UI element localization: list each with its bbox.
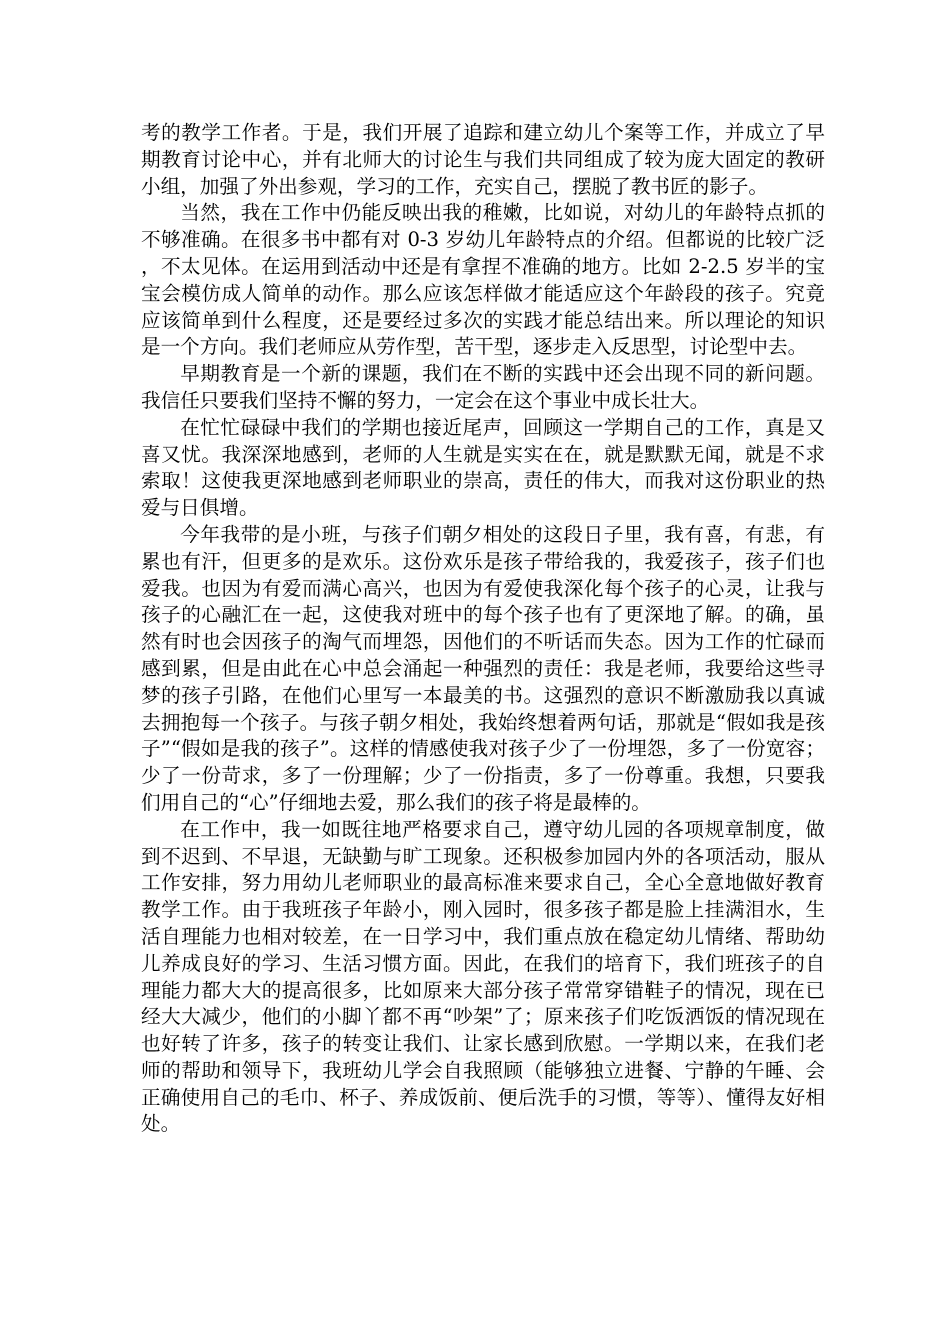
paragraph-5: 今年我带的是小班，与孩子们朝夕相处的这段日子里，我有喜，有悲，有累也有汗，但更多的是欢乐。这份欢乐是孩子带给我的，我爱孩子，孩子们也爱我。也因为有爱而满心高兴，也因为有爱使我深化每个孩子的心灵，让我与孩子的心融汇在一起，这使我对班中的每个孩子也有了更深地了解。的确，虽然有时也会因孩子的淘气而埋怨，因他们的不听话而失态。因为工作的忙碌而感到累，但是由此在心中总会涌起一种强烈的责任：我是老师，我要给这些寻梦的孩子引路，在他们心里写一本最美的书。这强烈的意识不断激励我以真诚去拥抱每一个孩子。与孩子朝夕相处，我始终想着两句话，那就是“假如我是孩子”“假如是我的孩子”。这样的情感使我对孩子少了一份埋怨，多了一份宽容；少了一份苛求，多了一份理解；少了一份指责，多了一份尊重。我想，只要我们用自己的“心”仔细地去爱，那么我们的孩子将是最棒的。 [141, 522, 825, 814]
paragraph-3: 早期教育是一个新的课题，我们在不断的实践中还会出现不同的新问题。我信任只要我们坚持不懈的努力，一定会在这个事业中成长壮大。 [141, 362, 825, 412]
paragraph-2: 当然，我在工作中仍能反映出我的稚嫩，比如说，对幼儿的年龄特点抓的不够准确。在很多书中都有对 0-3 岁幼儿年龄特点的介绍。但都说的比较广泛，不太见体。在运用到活动中还是有拿捏不准确的地方。比如 2-2.5 岁半的宝宝会模仿成人简单的动作。那么应该怎样做才能适应这个年龄段的孩子。究竟应该简单到什么程度，还是要经过多次的实践才能总结出来。所以理论的知识是一个方向。我们老师应从劳作型，苦干型，逐步走入反思型，讨论型中去。 [141, 201, 825, 359]
paragraph-6: 在工作中，我一如既往地严格要求自己，遵守幼儿园的各项规章制度，做到不迟到、不早退，无缺勤与旷工现象。还积极参加园内外的各项活动，服从工作安排，努力用幼儿老师职业的最高标准来要求自己，全心全意地做好教育教学工作。由于我班孩子年龄小，刚入园时，很多孩子都是脸上挂满泪水，生活自理能力也相对较差，在一日学习中，我们重点放在稳定幼儿情绪、帮助幼儿养成良好的学习、生活习惯方面。因此，在我们的培育下，我们班孩子的自理能力都大大的提高很多，比如原来大部分孩子常常穿错鞋子的情况，现在已经大大减少，他们的小脚丫都不再“吵架”了；原来孩子们吃饭洒饭的情况现在也好转了许多，孩子的转变让我们、让家长感到欣慰。一学期以来，在我们老师的帮助和领导下，我班幼儿学会自我照顾（能够独立进餐、宁静的午睡、会正确使用自己的毛巾、杯子、养成饭前、便后洗手的习惯，等等）、懂得友好相处。 [141, 817, 825, 1136]
paragraph-1: 考的教学工作者。于是，我们开展了追踪和建立幼儿个案等工作，并成立了早期教育讨论中心，并有北师大的讨论生与我们共同组成了较为庞大固定的教研小组，加强了外出参观，学习的工作，充实自己，摆脱了教书匠的影子。 [141, 121, 825, 198]
document-body [141, 120, 825, 1138]
paragraph-4: 在忙忙碌碌中我们的学期也接近尾声，回顾这一学期自己的工作，真是又喜又忧。我深深地感到，老师的人生就是实实在在，就是默默无闻，就是不求索取！这使我更深地感到老师职业的崇高，责任的伟大，而我对这份职业的热爱与日俱增。 [141, 415, 825, 520]
